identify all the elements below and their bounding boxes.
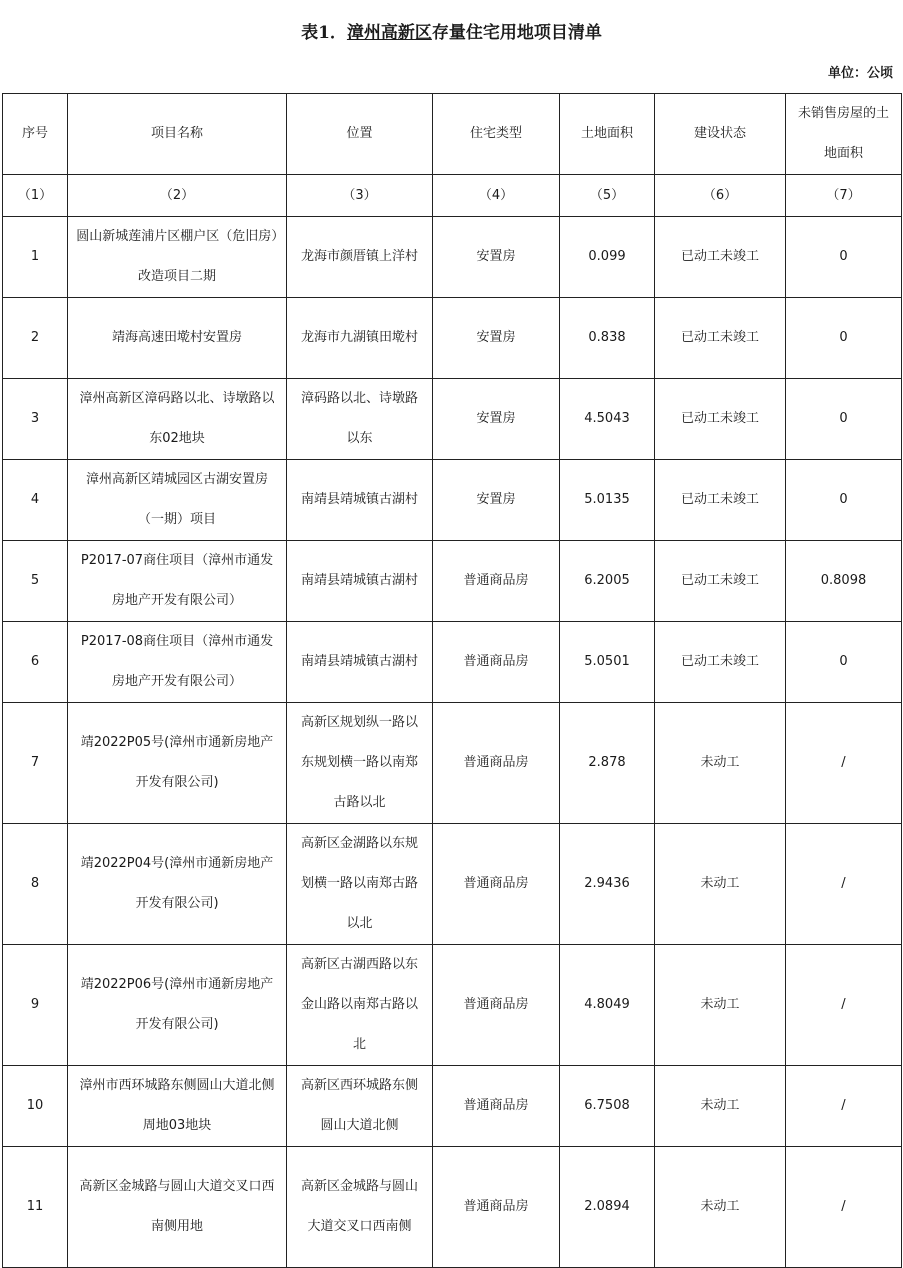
- cell-unsold: /: [786, 945, 902, 1066]
- header-row: [3, 94, 902, 175]
- cell-status: 未动工: [655, 703, 786, 824]
- cell-location: 高新区古湖西路以东金山路以南郑古路以北: [287, 945, 433, 1066]
- table-row: [3, 1066, 902, 1147]
- cell-type: 普通商品房: [433, 541, 560, 622]
- col-number: （3）: [287, 175, 433, 217]
- cell-location: 高新区金城路与圆山大道交叉口西南侧: [287, 1147, 433, 1268]
- cell-unsold: /: [786, 1147, 902, 1268]
- cell-area: 6.7508: [560, 1066, 655, 1147]
- table-row: [3, 217, 902, 298]
- table-row: [3, 622, 902, 703]
- table-row: [3, 460, 902, 541]
- cell-location: 龙海市颜厝镇上洋村: [287, 217, 433, 298]
- cell-status: 未动工: [655, 945, 786, 1066]
- col-header-no: 序号: [3, 94, 68, 175]
- cell-unsold: 0: [786, 622, 902, 703]
- cell-location: 南靖县靖城镇古湖村: [287, 541, 433, 622]
- cell-name: 靖2022P04号(漳州市通新房地产开发有限公司): [68, 824, 287, 945]
- cell-type: 安置房: [433, 298, 560, 379]
- cell-no: 8: [3, 824, 68, 945]
- col-header-unsold: 未销售房屋的土地面积: [786, 94, 902, 175]
- cell-area: 2.0894: [560, 1147, 655, 1268]
- cell-no: 7: [3, 703, 68, 824]
- col-number: （4）: [433, 175, 560, 217]
- cell-name: 漳州高新区漳码路以北、诗墩路以东02地块: [68, 379, 287, 460]
- col-number: （6）: [655, 175, 786, 217]
- cell-type: 安置房: [433, 379, 560, 460]
- cell-status: 已动工未竣工: [655, 217, 786, 298]
- cell-name: 靖2022P05号(漳州市通新房地产开发有限公司): [68, 703, 287, 824]
- title-prefix: 表1．: [301, 23, 347, 43]
- cell-type: 普通商品房: [433, 824, 560, 945]
- cell-no: 3: [3, 379, 68, 460]
- cell-unsold: 0: [786, 379, 902, 460]
- cell-no: 10: [3, 1066, 68, 1147]
- cell-unsold: 0: [786, 460, 902, 541]
- cell-area: 5.0135: [560, 460, 655, 541]
- cell-no: 2: [3, 298, 68, 379]
- cell-type: 安置房: [433, 217, 560, 298]
- cell-type: 普通商品房: [433, 1147, 560, 1268]
- cell-area: 5.0501: [560, 622, 655, 703]
- cell-location: 高新区金湖路以东规划横一路以南郑古路以北: [287, 824, 433, 945]
- cell-name: 靖2022P06号(漳州市通新房地产开发有限公司): [68, 945, 287, 1066]
- table-row: [3, 379, 902, 460]
- cell-name: 高新区金城路与圆山大道交叉口西南侧用地: [68, 1147, 287, 1268]
- col-header-name: 项目名称: [68, 94, 287, 175]
- cell-no: 6: [3, 622, 68, 703]
- cell-location: 龙海市九湖镇田墘村: [287, 298, 433, 379]
- cell-type: 普通商品房: [433, 1066, 560, 1147]
- cell-status: 已动工未竣工: [655, 460, 786, 541]
- cell-area: 4.5043: [560, 379, 655, 460]
- cell-name: 圆山新城莲浦片区棚户区（危旧房）改造项目二期: [68, 217, 287, 298]
- cell-unsold: /: [786, 824, 902, 945]
- cell-area: 2.878: [560, 703, 655, 824]
- cell-area: 6.2005: [560, 541, 655, 622]
- cell-status: 未动工: [655, 1147, 786, 1268]
- cell-area: 2.9436: [560, 824, 655, 945]
- title-underlined: 漳州高新区: [346, 23, 432, 43]
- page-title: [0, 18, 903, 43]
- cell-status: 未动工: [655, 1066, 786, 1147]
- cell-status: 已动工未竣工: [655, 379, 786, 460]
- col-number: （7）: [786, 175, 902, 217]
- column-number-row: [3, 175, 902, 217]
- cell-unsold: 0.8098: [786, 541, 902, 622]
- table-row: [3, 298, 902, 379]
- cell-type: 普通商品房: [433, 622, 560, 703]
- cell-name: 靖海高速田墘村安置房: [68, 298, 287, 379]
- title-suffix: 存量住宅用地项目清单: [431, 23, 602, 43]
- cell-no: 1: [3, 217, 68, 298]
- col-header-location: 位置: [287, 94, 433, 175]
- project-table: [2, 93, 902, 1268]
- col-number: （2）: [68, 175, 287, 217]
- cell-location: 高新区规划纵一路以东规划横一路以南郑古路以北: [287, 703, 433, 824]
- cell-type: 安置房: [433, 460, 560, 541]
- cell-type: 普通商品房: [433, 945, 560, 1066]
- col-number: （1）: [3, 175, 68, 217]
- col-number: （5）: [560, 175, 655, 217]
- cell-unsold: /: [786, 1066, 902, 1147]
- cell-area: 4.8049: [560, 945, 655, 1066]
- table-row: [3, 703, 902, 824]
- cell-type: 普通商品房: [433, 703, 560, 824]
- table-row: [3, 824, 902, 945]
- cell-area: 0.099: [560, 217, 655, 298]
- cell-status: 未动工: [655, 824, 786, 945]
- cell-unsold: 0: [786, 298, 902, 379]
- cell-no: 9: [3, 945, 68, 1066]
- unit-label: 单位：公顷: [827, 66, 893, 81]
- cell-status: 已动工未竣工: [655, 622, 786, 703]
- cell-location: 高新区西环城路东侧圆山大道北侧: [287, 1066, 433, 1147]
- cell-location: 南靖县靖城镇古湖村: [287, 622, 433, 703]
- cell-no: 11: [3, 1147, 68, 1268]
- col-header-area: 土地面积: [560, 94, 655, 175]
- cell-status: 已动工未竣工: [655, 298, 786, 379]
- cell-location: 南靖县靖城镇古湖村: [287, 460, 433, 541]
- cell-no: 4: [3, 460, 68, 541]
- cell-unsold: 0: [786, 217, 902, 298]
- col-header-type: 住宅类型: [433, 94, 560, 175]
- cell-name: 漳州高新区靖城园区古湖安置房（一期）项目: [68, 460, 287, 541]
- table-row: [3, 1147, 902, 1268]
- cell-area: 0.838: [560, 298, 655, 379]
- cell-name: P2017-08商住项目（漳州市通发房地产开发有限公司）: [68, 622, 287, 703]
- cell-location: 漳码路以北、诗墩路以东: [287, 379, 433, 460]
- col-header-status: 建设状态: [655, 94, 786, 175]
- cell-name: 漳州市西环城路东侧圆山大道北侧周地03地块: [68, 1066, 287, 1147]
- table-row: [3, 945, 902, 1066]
- cell-no: 5: [3, 541, 68, 622]
- table-row: [3, 541, 902, 622]
- cell-name: P2017-07商住项目（漳州市通发房地产开发有限公司）: [68, 541, 287, 622]
- cell-unsold: /: [786, 703, 902, 824]
- cell-status: 已动工未竣工: [655, 541, 786, 622]
